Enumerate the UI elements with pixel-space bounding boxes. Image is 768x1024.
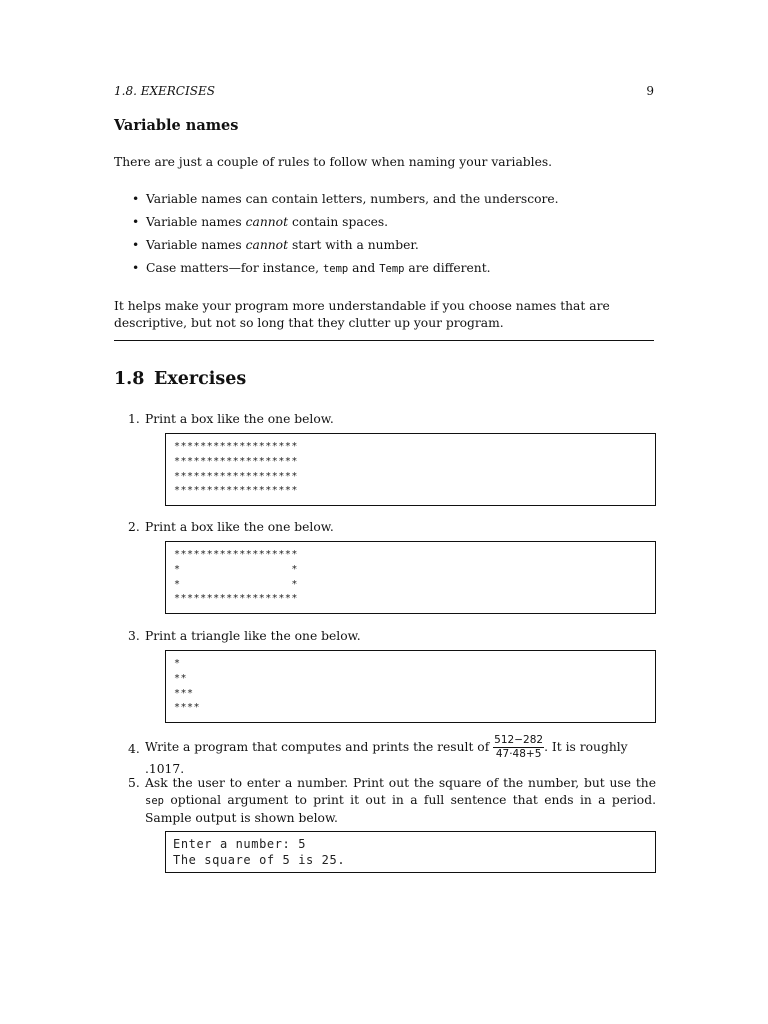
naming-rules-list bbox=[114, 191, 654, 283]
exercise-4: 4. Write a program that computes and prints the result of $\frac{512-282}{47\cdot 48+5}$ . It is roughly .1017. bbox=[128, 734, 628, 776]
exercise-5: 5. Ask the user to enter a number. Print out the square of the number, but use the sep optional argument to print it out in a full sentence that ends in a period. Sample output is shown below. bbox=[128, 776, 656, 825]
bullet-icon: • bbox=[132, 261, 140, 275]
list-item: • Variable names can contain letters, numbers, and the underscore. bbox=[132, 192, 559, 206]
exercise-1: 1. Print a box like the one below. bbox=[128, 412, 334, 426]
code-Temp: Temp bbox=[379, 263, 405, 275]
running-header bbox=[114, 84, 654, 98]
running-header-section: 1.8. EXERCISES bbox=[114, 84, 215, 98]
bullet-icon: • bbox=[132, 238, 140, 252]
fraction: $\frac{512-282}{47\cdot 48+5}$ bbox=[494, 734, 544, 760]
bullet-icon: • bbox=[132, 215, 140, 229]
exercises-heading: 1.8 Exercises bbox=[114, 369, 247, 389]
exercise-5-output-box: Enter a number: 5 The square of 5 is 25. bbox=[165, 831, 656, 873]
exercise-2: 2. Print a box like the one below. bbox=[128, 520, 334, 534]
exercise-3: 3. Print a triangle like the one below. bbox=[128, 629, 361, 643]
code-sep: sep bbox=[145, 795, 164, 807]
exercise-1-output-box: ******************* ******************* ******************* ******************* bbox=[165, 433, 656, 506]
variable-names-heading: Variable names bbox=[114, 117, 239, 134]
page-number: 9 bbox=[646, 84, 654, 98]
exercise-2-output-box: ******************* * * * * ******************* bbox=[165, 541, 656, 614]
code-temp: temp bbox=[322, 263, 349, 275]
exercise-3-output-box: * ** *** **** bbox=[165, 650, 656, 723]
list-item: • Case matters—for instance, temp and Temp are different. bbox=[132, 261, 491, 275]
section-divider bbox=[114, 340, 654, 341]
bullet-icon: • bbox=[132, 192, 140, 206]
variable-names-intro: There are just a couple of rules to follow when naming your variables. bbox=[114, 155, 553, 169]
variable-names-closing: It helps make your program more understandable if you choose names that are descriptive, but not so long that they clutter up your program. bbox=[114, 299, 610, 330]
list-item: • Variable names cannot contain spaces. bbox=[132, 215, 389, 229]
list-item: • Variable names cannot start with a number. bbox=[132, 238, 419, 252]
